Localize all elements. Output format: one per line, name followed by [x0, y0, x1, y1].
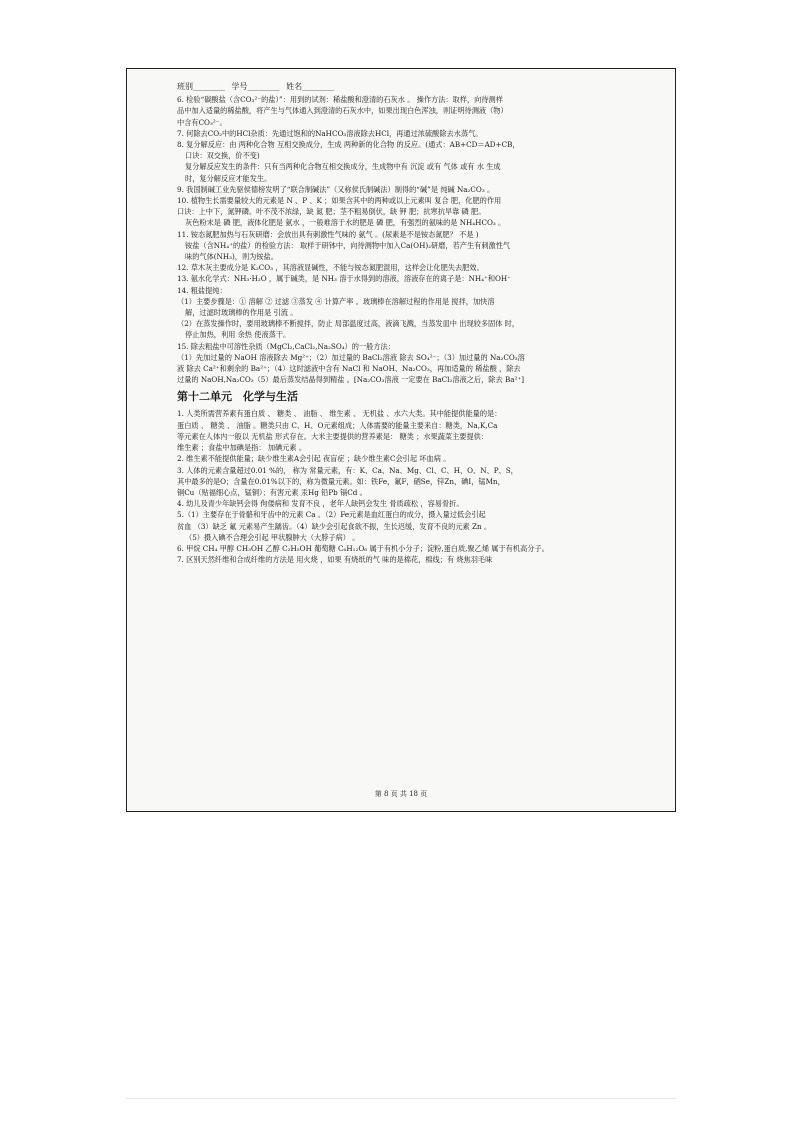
text-line: 品中加入适量的稀盐酸，将产生与气体通入到澄清的石灰水中，如果出现白色浑浊，则证明待测液（物） — [177, 106, 508, 116]
unit-title: 第十二单元 化学与生活 — [177, 390, 298, 404]
text-line: 维生素 ；食盐中加碘是指： 加碘元素 。 — [177, 443, 307, 453]
text-line: 过量的 NaOH,Na₂CO₃（5）最后蒸发结晶得到精盐 。[Na₂CO₃溶液 一定要在 BaCl₂溶液之后，除去 Ba²⁺] — [177, 375, 525, 385]
text-line: 10. 植物生长需要量较大的元素是 N 、P 、K ；如果含其中的两种或以上元素叫 复合 肥，化肥的作用 — [177, 196, 502, 206]
text-line: 8. 复分解反应：由 两种化合物 互相交换成分，生成 两种新的化合物 的反应。(通式：AB+CD＝AD+CB， — [177, 140, 520, 150]
text-line: 5.（1）主要存在于骨骼和牙齿中的元素 Ca 。（2）Fe元素是血红蛋白的成分，摄入量过低会引起 — [177, 510, 486, 520]
student-info-header — [177, 81, 627, 92]
text-line: 13. 氨水化学式：NH₃·H₂O ，属于碱类，是 NH₃ 溶于水得到的溶液，溶液存在的离子是：NH₄⁺和OH⁻ — [177, 274, 511, 284]
text-line: 7. 何除去CO₂中的HCl杂质：先通过饱和的NaHCO₃溶液除去HCl，再通过浓硫酸除去水蒸气。 — [177, 128, 483, 138]
text-line: 停止加热，利用 余热 使液蒸干。 — [185, 330, 291, 340]
text-line: 液 除去 Ca²⁺和剩余的 Ba²⁺；（4）这时滤液中含有 NaCl 和 NaOH、Na₂CO₃，再加适量的 稀盐酸 ，除去 — [177, 364, 521, 374]
text-line: 6. 甲烷 CH₄ 甲醇 CH₃OH 乙醇 C₂H₅OH 葡萄糖 C₆H₁₂O₆ 属于有机小分子；淀粉,蛋白质,聚乙烯 属于有机高分子。 — [177, 543, 549, 553]
student-name-label: 姓名________ — [286, 82, 335, 91]
text-line: （5）摄入碘不合理会引起 甲状腺肿大（大脖子病） 。 — [185, 532, 360, 542]
scanned-page — [126, 68, 676, 812]
text-line: 时，复分解反应才能发生。 — [185, 173, 272, 183]
text-line: 复分解反应发生的条件：只有当两种化合物互相交换成分，生成物中有 沉淀 或有 气体 或有 水 生成 — [185, 162, 501, 172]
text-line: 4. 幼儿及青少年缺钙会得 佝偻病和 发育不良 ，老年人缺钙会发生 骨质疏松 ，容易骨折。 — [177, 499, 464, 509]
text-line: 2. 维生素不能提供能量；缺少维生素A会引起 夜盲症 ；缺少维生素C会引起 坏血病 。 — [177, 454, 451, 464]
text-line: 9. 我国制碱工业先驱侯德榜发明了“联合制碱法”（又称侯氏制碱法）制得的“碱”是 纯碱 Na₂CO₃ 。 — [177, 184, 495, 194]
text-line: 味的气体(NH₃)，则为铵盐。 — [185, 252, 278, 262]
text-line: 3. 人体的元素含量超过0.01 %的， 称为 常量元素，有：K、Ca、Na、Mg、Cl、C、H、O、N、P、S， — [177, 465, 518, 475]
text-line: 中含有CO₃²⁻。 — [177, 117, 227, 127]
text-line: 15. 除去粗盐中可溶性杂质（MgCl₂,CaCl₂,Na₂SO₄）的一般方法： — [177, 341, 395, 351]
text-line: 铜Cu（贴福细心点，锰铜）；有害元素 汞Hg 铅Pb 镉Cd 。 — [177, 487, 367, 497]
text-line: 其中最多的是O；含量在0.01%以下的，称为微量元素。如：铁Fe，氟F，硒Se，锌Zn，碘I，锰Mn， — [177, 476, 505, 486]
student-id-label: 学号________ — [231, 82, 280, 91]
text-line: 1. 人类所需营养素有蛋白质 、 糖类 、 油脂 、 维生素 、 无机盐 、水六大类。其中能提供能量的是： — [177, 409, 502, 419]
text-line: （1）主要步骤是：① 溶解 ② 过滤 ③蒸发 ④ 计算产率 。玻璃棒在溶解过程的作用是 搅拌，加快溶 — [177, 296, 495, 306]
text-line: 12. 草木灰主要成分是 K₂CO₃ ，其溶液显碱性，不能与铵态氮肥混用，这样会让化肥失去肥效。 — [177, 263, 484, 273]
text-line: 口诀：上中下，氮钾磷。叶不茂不浓绿，缺 氮 肥；茎不粗易倒伏，缺 钾 肥；抗寒抗旱靠 磷 肥。 — [177, 207, 486, 217]
text-line: 7. 区别天然纤维和合成纤维的方法是 用火烧 ，如果 有烧纸的气 味的是棉花，棉线；有 烧焦羽毛味 — [177, 555, 493, 565]
text-line: 等元素在人体内一般以 无机盐 形式存在。大米主要提供的营养素是： 糖类 ；水果蔬菜主要提供： — [177, 431, 489, 441]
text-line: 14. 粗盐提纯： — [177, 285, 227, 295]
bottom-divider — [126, 1098, 676, 1099]
text-line: 解，过滤时玻璃棒的作用是 引流 。 — [185, 308, 298, 318]
class-label: 班别________ — [177, 82, 225, 91]
text-line: 铵盐（含NH₄⁺的盐）的检验方法： 取样于研钵中，向待测物中加入Ca(OH)₂研磨，若产生有刺激性气 — [185, 240, 511, 250]
text-line: 6. 检验“碳酸盐（含CO₃²⁻的盐）”：用到的试剂：稀盐酸和澄清的石灰水 。 操作方法：取样，向待测样 — [177, 95, 503, 105]
text-line: 灰色粉末是 磷 肥，液体化肥是 氨水 ，一般难溶于水的肥是 磷 肥，有强烈的氨味的是 NH₄HCO₃ 。 — [185, 218, 506, 228]
page-number: 第 8 页 共 18 页 — [374, 790, 428, 798]
text-line: （2）在蒸发操作时，要用玻璃棒不断搅拌，防止 局部温度过高，液滴飞溅，当蒸发皿中 出现较多固体 时， — [177, 319, 520, 329]
text-line: 蛋白质 、 糖类 、 油脂 。糖类只由 C、H、O元素组成；人体需要的能量主要来自：糖类，Na,K,Ca — [177, 420, 498, 430]
page-content — [177, 81, 627, 565]
text-line: 口诀：双交换，价不变) — [185, 151, 260, 161]
text-line: 贫血 （3）缺乏 氟 元素易产生龋齿。（4）缺少会引起食欲不振，生长迟缓，发育不良的元素 Zn 。 — [177, 521, 492, 531]
text-line: 11. 铵态氮肥加热与石灰研磨：会放出具有刺激性气味的 氨气 。(尿素是不是铵态氮肥？ 不是 ) — [177, 229, 479, 239]
text-line: （1）先加过量的 NaOH 溶液除去 Mg²⁺；（2）加过量的 BaCl₂溶液 除去 SO₄²⁻；（3）加过量的 Na₂CO₃溶 — [177, 352, 525, 362]
